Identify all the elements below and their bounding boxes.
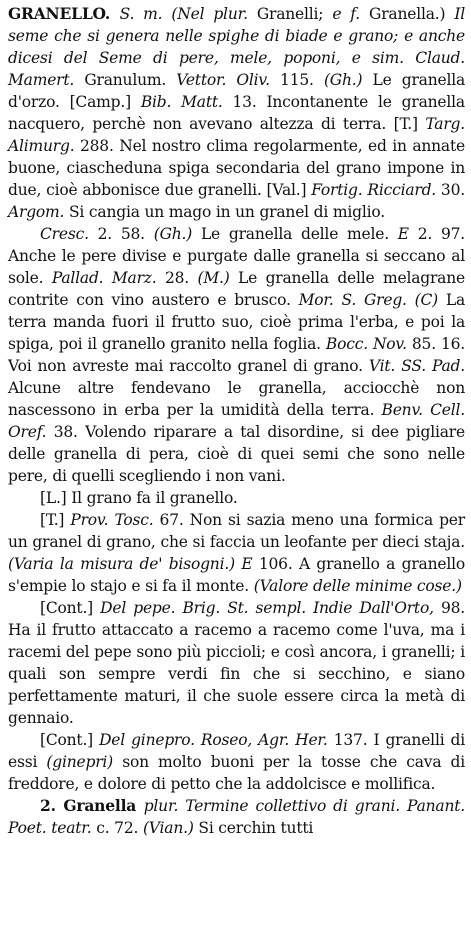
text-segment: Si cangia un mago in un granel di miglio. <box>69 203 385 221</box>
entry-paragraph <box>8 223 465 487</box>
entry-paragraph <box>8 729 465 795</box>
text-segment: 38. Volendo riparare a tal disordine, si dee pigliare delle granella di pera, cioè di quei semi che sono nelle pere, di quelli scegliendo i non vani. <box>8 423 465 485</box>
text-segment: (ginepri) <box>46 753 123 771</box>
text-segment: Del ginepro. Roseo, Agr. Her. <box>99 731 334 749</box>
text-segment: e f. <box>332 5 370 23</box>
text-segment: [Cont.] <box>40 731 100 749</box>
text-segment: Argom. <box>8 203 70 221</box>
text-segment: 2. 97. Anche le pere divise e purgate dalle granella si seccano al sole. <box>8 225 465 287</box>
text-segment: (M.) <box>197 269 239 287</box>
text-segment: Targ. Alimurg. <box>8 115 465 155</box>
entry-paragraph <box>8 597 465 729</box>
text-segment: Vit. SS. Pad. <box>368 357 466 375</box>
text-segment: 2. 58. <box>97 225 154 243</box>
text-segment: Granella.) <box>369 5 455 23</box>
text-segment: Fortig. Ricciard. <box>311 181 441 199</box>
text-segment: plur. Termine collettivo di grani. Panant. Poet. teatr. <box>8 797 465 837</box>
text-segment: 30. <box>440 181 465 199</box>
text-segment: Vettor. Oliv. <box>176 71 281 89</box>
text-segment: Mor. S. Greg. (C) <box>298 291 446 309</box>
text-segment: [T.] <box>40 511 71 529</box>
text-segment: (Vian.) <box>142 819 199 837</box>
text-segment: son molto buoni per la tosse che cava di freddore, e dolore di petto che la addolcisce e mollifica. <box>8 753 466 793</box>
text-segment: 115. <box>280 71 324 89</box>
text-segment: Le granella delle melagrane contrite con vino austero e brusco. <box>8 269 465 309</box>
text-segment: (Gh.) <box>153 225 201 243</box>
entry-paragraph <box>8 487 465 509</box>
text-segment: [L.] Il grano fa il granello. <box>40 489 238 507</box>
entry-paragraph <box>8 509 465 597</box>
entry-paragraph <box>8 795 465 839</box>
text-segment: [Cont.] <box>40 599 101 617</box>
text-segment: Le granella d'orzo. [Camp.] <box>8 71 466 111</box>
text-segment: Granelli; <box>256 5 333 23</box>
text-segment: Granulum. <box>84 71 177 89</box>
text-segment: (Gh.) <box>323 71 373 89</box>
text-segment: Bib. Matt. <box>140 93 233 111</box>
text-segment: Le granella delle mele. <box>200 225 398 243</box>
text-segment: (Valore delle minime cose.) <box>253 577 462 595</box>
text-segment: GRANELLO. <box>8 4 120 23</box>
text-segment: Alcune altre fendevano le granella, acciocchè non nascessono in erba per la umidità della terra. <box>8 379 465 419</box>
text-segment: 98. Ha il frutto attaccato a racemo a racemo come l'uva, ma i racemi del pepe sono più piccioli; e così ancora, i granelli; i quali son sempre verdi fin che si secchino, e siano perfettamente maturi, il che suole essere circa la metà di gennaio. <box>8 599 465 727</box>
text-segment: Prov. Tosc. <box>70 511 160 529</box>
text-segment: 288. Nel nostro clima regolarmente, ed in annate buone, ciascheduna spiga secondaria del grano impone in due, cioè abbonisce due granelli. [Val.] <box>8 137 465 199</box>
text-segment: Il seme che si genera nelle spighe di biade e grano; e anche dicesi del Seme di pere, mele, poponi, e sim. Claud. Mamert. <box>8 5 466 89</box>
text-segment: 2. Granella <box>40 796 144 815</box>
dictionary-entry-granello <box>8 3 465 839</box>
text-segment: La terra manda fuori il frutto suo, cioè prima l'erba, e poi la spiga, poi il granello granito nella foglia. <box>8 291 465 353</box>
text-segment: (Varia la misura de' bisogni.) E <box>8 555 259 573</box>
text-segment: S. m. (Nel plur. <box>119 5 257 23</box>
text-segment: Bocc. Nov. <box>325 335 412 353</box>
text-segment: c. 72. <box>96 819 143 837</box>
text-segment: Del pepe. Brig. St. sempl. Indie Dall'Orto, <box>100 599 441 617</box>
text-segment: 85. 16. Voi non avreste mai raccolto granel di grano. <box>8 335 465 375</box>
text-segment: 137. I granelli di essi <box>8 731 465 771</box>
text-segment: 106. A granello a granello s'empie lo stajo e si fa il monte. <box>8 555 465 595</box>
text-segment: 13. Incontanente le granella nacquero, perchè non avevano altezza di terra. [T.] <box>8 93 465 133</box>
text-segment: 67. Non si sazia meno una formica per un granel di grano, che si faccia un leofante per dieci staja. <box>8 511 465 551</box>
entry-paragraph <box>8 3 465 223</box>
text-segment: 28. <box>164 269 198 287</box>
text-segment: E <box>397 225 418 243</box>
text-segment: Si cerchin tutti <box>198 819 314 837</box>
text-segment: Benv. Cell. Oref. <box>8 401 465 441</box>
text-segment: Cresc. <box>40 225 98 243</box>
text-segment: Pallad. Marz. <box>51 269 165 287</box>
